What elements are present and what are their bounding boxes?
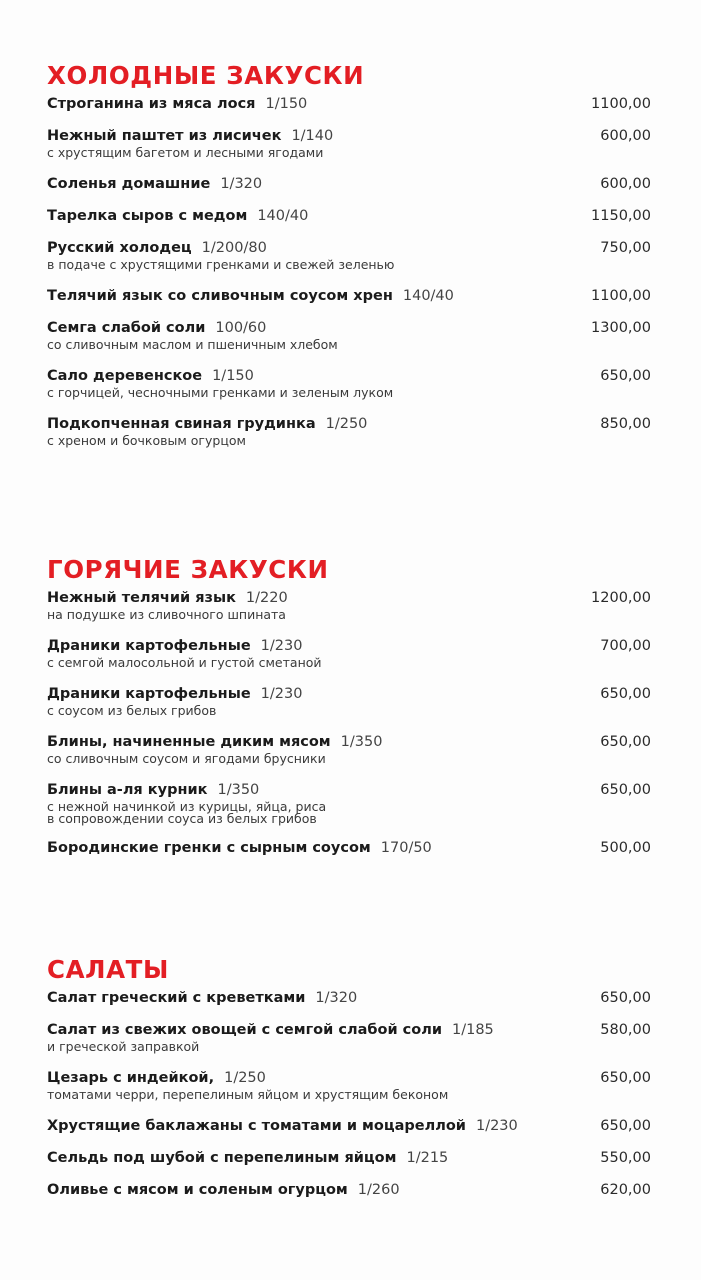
dish-price: 1100,00: [591, 288, 651, 304]
dish-weight: 1/200/80: [201, 240, 267, 256]
menu-item-heading: [47, 1117, 518, 1135]
dish-weight: 1/320: [315, 990, 358, 1006]
dish-weight: 1/230: [260, 638, 303, 654]
menu-item: [47, 175, 651, 207]
dish-price: 1300,00: [591, 320, 651, 336]
dish-price: 650,00: [600, 368, 651, 384]
dish-description: со сливочным маслом и пшеничным хлебом: [47, 337, 338, 352]
dish-weight: 170/50: [380, 840, 432, 856]
dish-description: с семгой малосольной и густой сметаной: [47, 655, 322, 670]
dish-name: Сало деревенское: [47, 368, 203, 384]
menu-section: [47, 555, 651, 887]
dish-price: 1100,00: [591, 96, 651, 112]
dish-price: 650,00: [600, 686, 651, 702]
dish-name: Нежный телячий язык: [47, 590, 236, 606]
dish-price: 550,00: [600, 1150, 651, 1166]
menu-item-heading: [47, 175, 262, 193]
menu-item-heading: [47, 95, 307, 113]
menu-item: [47, 1021, 651, 1069]
dish-name: Блины а-ля курник: [47, 782, 208, 798]
dish-name: Бородинские гренки с сырным соусом: [47, 840, 371, 856]
dish-description: с нежной начинкой из курицы, яйца, риса: [47, 799, 327, 814]
dish-name: Семга слабой соли: [47, 320, 206, 336]
menu-item-line: [47, 989, 651, 1011]
dish-name: Подкопченная свиная грудинка: [47, 416, 316, 432]
menu-item: [47, 367, 651, 415]
menu-item-line: [47, 95, 651, 117]
dish-price: 1200,00: [591, 590, 651, 606]
dish-description: со сливочным соусом и ягодами брусники: [47, 751, 326, 766]
dish-name: Салат греческий с креветками: [47, 990, 306, 1006]
menu-item-heading: [47, 127, 333, 145]
dish-name: Блины, начиненные диким мясом: [47, 734, 331, 750]
dish-weight: 1/150: [212, 368, 254, 384]
menu-item: [47, 1149, 651, 1181]
menu-item-line: [47, 207, 651, 229]
dish-price: 650,00: [600, 990, 651, 1006]
dish-price: 650,00: [600, 1118, 651, 1134]
menu-section: [47, 61, 651, 463]
dish-weight: 1/185: [451, 1022, 494, 1038]
menu-item-heading: [47, 1149, 448, 1167]
dish-name: Хрустящие баклажаны с томатами и моцареллой: [47, 1118, 466, 1134]
menu-section: [47, 955, 651, 1213]
menu-item: [47, 1117, 651, 1149]
dish-description: с хреном и бочковым огурцом: [47, 433, 246, 448]
dish-description: в сопровождении соуса из белых грибов: [47, 811, 317, 826]
dish-price: 650,00: [600, 1070, 651, 1086]
dish-name: Цезарь с индейкой,: [47, 1070, 215, 1086]
menu-item: [47, 839, 651, 887]
menu-item: [47, 685, 651, 733]
section-title: ГОРЯЧИЕ ЗАКУСКИ: [47, 555, 329, 584]
menu-item-line: [47, 1149, 651, 1171]
dish-weight: 100/60: [215, 320, 267, 336]
dish-price: 500,00: [600, 840, 651, 856]
menu-item-line: [47, 839, 651, 861]
menu-item: [47, 95, 651, 127]
dish-weight: 1/250: [224, 1070, 266, 1086]
dish-description: в подаче с хрустящими гренками и свежей зеленью: [47, 257, 395, 272]
dish-description: с хрустящим багетом и лесными ягодами: [47, 145, 324, 160]
menu-item-heading: [47, 989, 357, 1007]
menu-item: [47, 1069, 651, 1117]
menu-item: [47, 1181, 651, 1213]
dish-weight: 1/350: [217, 782, 260, 798]
menu-item-heading: [47, 685, 302, 703]
menu-item-heading: [47, 733, 382, 751]
dish-name: Строганина из мяса лося: [47, 96, 256, 112]
dish-name: Телячий язык со сливочным соусом хрен: [47, 288, 393, 304]
dish-price: 850,00: [600, 416, 651, 432]
menu-item-heading: [47, 415, 367, 433]
dish-price: 650,00: [600, 734, 651, 750]
menu-item-heading: [47, 367, 254, 385]
dish-weight: 1/230: [260, 686, 303, 702]
dish-price: 580,00: [600, 1022, 651, 1038]
dish-weight: 140/40: [402, 288, 454, 304]
dish-name: Драники картофельные: [47, 638, 251, 654]
dish-price: 700,00: [600, 638, 651, 654]
menu-item: [47, 287, 651, 319]
dish-description: томатами черри, перепелиным яйцом и хрустящим беконом: [47, 1087, 449, 1102]
dish-name: Драники картофельные: [47, 686, 251, 702]
menu-item-line: [47, 1117, 651, 1139]
menu-item: [47, 207, 651, 239]
dish-description: с соусом из белых грибов: [47, 703, 217, 718]
dish-name: Сельдь под шубой с перепелиным яйцом: [47, 1150, 397, 1166]
dish-name: Русский холодец: [47, 240, 192, 256]
section-title: ХОЛОДНЫЕ ЗАКУСКИ: [47, 61, 365, 90]
menu-item-line: [47, 287, 651, 309]
dish-price: 1150,00: [591, 208, 651, 224]
menu-item-heading: [47, 589, 288, 607]
menu-item: [47, 127, 651, 175]
dish-weight: 140/40: [257, 208, 309, 224]
dish-weight: 1/230: [475, 1118, 518, 1134]
dish-weight: 1/320: [220, 176, 263, 192]
dish-name: Нежный паштет из лисичек: [47, 128, 282, 144]
section-title: САЛАТЫ: [47, 955, 169, 984]
dish-weight: 1/350: [340, 734, 383, 750]
menu-item: [47, 733, 651, 781]
menu-item-heading: [47, 207, 308, 225]
dish-price: 600,00: [600, 128, 651, 144]
menu-item-heading: [47, 781, 259, 799]
dish-price: 750,00: [600, 240, 651, 256]
menu-item-heading: [47, 637, 302, 655]
menu-item-line: [47, 1181, 651, 1203]
dish-name: Соленья домашние: [47, 176, 211, 192]
menu-item-line: [47, 175, 651, 197]
menu-item: [47, 637, 651, 685]
menu-item: [47, 589, 651, 637]
menu-item: [47, 415, 651, 463]
menu-item-heading: [47, 839, 432, 857]
menu-item: [47, 239, 651, 287]
dish-name: Тарелка сыров с медом: [47, 208, 248, 224]
dish-weight: 1/250: [325, 416, 368, 432]
menu-item-heading: [47, 287, 454, 305]
dish-weight: 1/150: [265, 96, 308, 112]
dish-description: и греческой заправкой: [47, 1039, 200, 1054]
dish-price: 620,00: [600, 1182, 651, 1198]
menu-item-heading: [47, 1069, 266, 1087]
dish-weight: 1/215: [406, 1150, 449, 1166]
dish-weight: 1/220: [245, 590, 288, 606]
menu-item: [47, 781, 651, 839]
dish-description: с горчицей, чесночными гренками и зеленым луком: [47, 385, 394, 400]
dish-price: 650,00: [600, 782, 651, 798]
dish-name: Салат из свежих овощей с семгой слабой соли: [47, 1022, 442, 1038]
dish-description: на подушке из сливочного шпината: [47, 607, 286, 622]
menu-item-heading: [47, 239, 267, 257]
menu-item-heading: [47, 1021, 494, 1039]
dish-price: 600,00: [600, 176, 651, 192]
dish-weight: 1/140: [291, 128, 334, 144]
menu-item-heading: [47, 1181, 400, 1199]
menu-item: [47, 989, 651, 1021]
dish-name: Оливье с мясом и соленым огурцом: [47, 1182, 348, 1198]
menu-item-heading: [47, 319, 266, 337]
menu-item: [47, 319, 651, 367]
dish-weight: 1/260: [357, 1182, 400, 1198]
